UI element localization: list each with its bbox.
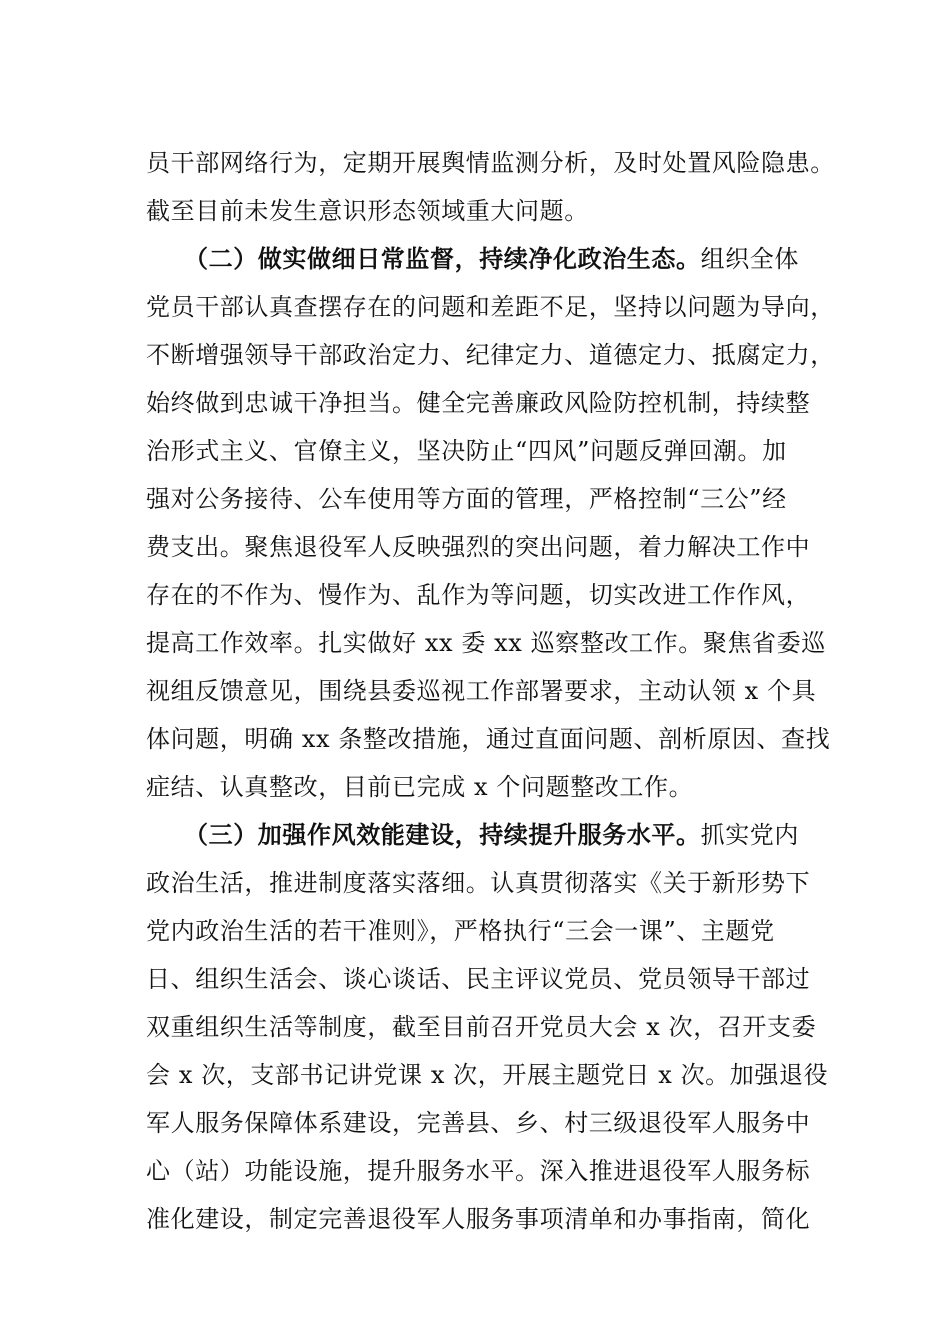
text-line: 员干部网络行为，定期开展舆情监测分析，及时处置风险隐患。 <box>146 149 835 177</box>
paragraph-first-line <box>146 811 846 859</box>
text-line: 会 x 次，支部书记讲党课 x 次，开展主题党日 x 次。加强退役 <box>146 1061 829 1089</box>
text-line: 政治生活，推进制度落实落细。认真贯彻落实《关于新形势下 <box>146 869 811 897</box>
text-line: 存在的不作为、慢作为、乱作为等问题，切实改进工作作风， <box>146 581 811 609</box>
text-line: 症结、认真整改，目前已完成 x 个问题整改工作。 <box>146 773 694 801</box>
text-span: 抓实党内 <box>700 821 800 849</box>
text-line: 提高工作效率。扎实做好 xx 委 xx 巡察整改工作。聚焦省委巡 <box>146 629 826 657</box>
text-line: 费支出。聚焦退役军人反映强烈的突出问题，着力解决工作中 <box>146 533 811 561</box>
paragraph-first-line <box>146 235 846 283</box>
text-line: 双重组织生活等制度，截至目前召开党员大会 x 次，召开支委 <box>146 1013 817 1041</box>
text-line: 强对公务接待、公车使用等方面的管理，严格控制“三公”经 <box>146 485 787 513</box>
paragraph-2 <box>146 235 846 811</box>
document-body <box>146 139 846 1243</box>
text-line: 始终做到忠诚干净担当。健全完善廉政风险防控机制，持续整 <box>146 389 811 417</box>
text-line: 截至目前未发生意识形态领域重大问题。 <box>146 197 589 225</box>
text-line: 党内政治生活的若干准则》，严格执行“三会一课”、主题党 <box>146 917 775 945</box>
paragraph-1 <box>146 139 846 235</box>
text-line: 准化建设，制定完善退役军人服务事项清单和办事指南，简化 <box>146 1205 811 1233</box>
text-line: 视组反馈意见，围绕县委巡视工作部署要求，主动认领 x 个具 <box>146 677 817 705</box>
text-line: 治形式主义、官僚主义，坚决防止“四风”问题反弹回潮。加 <box>146 437 787 465</box>
text-span: 组织全体 <box>700 245 800 273</box>
paragraph-3 <box>146 811 846 1243</box>
text-line: 军人服务保障体系建设，完善县、乡、村三级退役军人服务中 <box>146 1109 811 1137</box>
section-heading-2: （二）做实做细日常监督，持续净化政治生态。 <box>184 244 701 273</box>
text-line: 不断增强领导干部政治定力、纪律定力、道德定力、抵腐定力， <box>146 341 835 369</box>
text-line: 体问题，明确 xx 条整改措施，通过直面问题、剖析原因、查找 <box>146 725 831 753</box>
text-line: 心（站）功能设施，提升服务水平。深入推进退役军人服务标 <box>146 1157 811 1185</box>
text-line: 日、组织生活会、谈心谈话、民主评议党员、党员领导干部过 <box>146 965 811 993</box>
text-line: 党员干部认真查摆存在的问题和差距不足，坚持以问题为导向， <box>146 293 835 321</box>
section-heading-3: （三）加强作风效能建设，持续提升服务水平。 <box>184 820 701 849</box>
